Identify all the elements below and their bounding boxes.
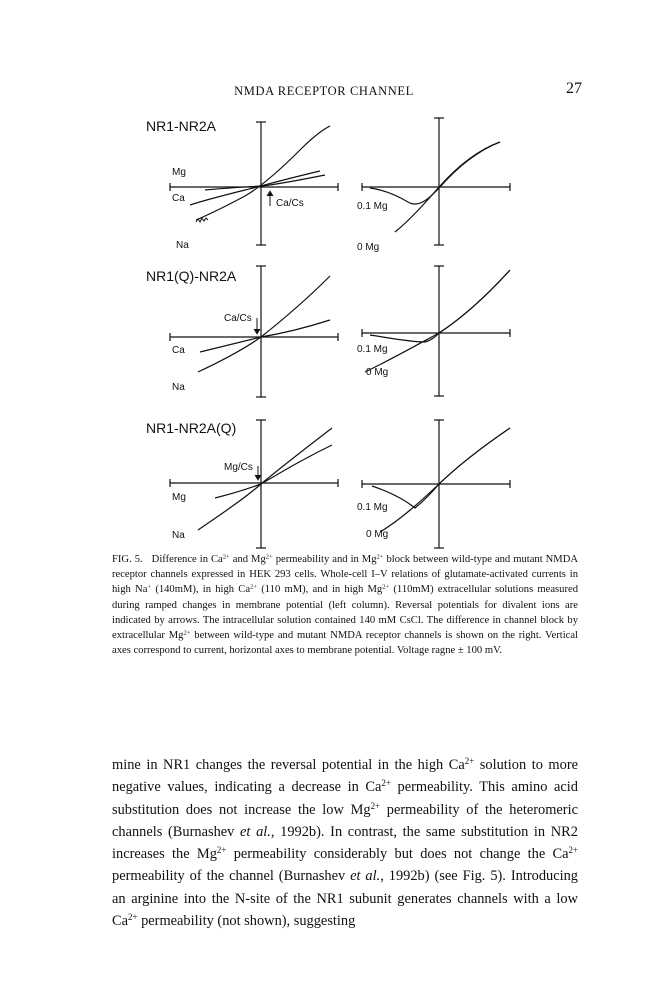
trace-01mg [372,428,510,508]
trace-na [198,428,332,530]
arrowhead [255,475,261,480]
running-header-title: NMDA RECEPTOR CHANNEL [234,84,414,98]
trace-na-noise [196,218,208,222]
row1-title: NR1-NR2A [146,118,217,134]
row1-label-na: Na [176,240,189,251]
row3-label-mg: Mg [172,492,186,503]
row3-label-mg-cs: Mg/Cs [224,462,253,473]
arrowhead [267,191,273,196]
trace-0mg [380,428,510,532]
row3-label-na: Na [172,530,185,541]
trace-na [198,276,330,372]
row3-label-0.1mg: 0.1 Mg [357,502,388,513]
row2-label-na: Na [172,382,185,393]
page-number: 27 [566,80,582,97]
row3-title: NR1-NR2A(Q) [146,420,237,436]
row2-label-0mg: 0 Mg [366,367,389,378]
row1-label-ca-cs: Ca/Cs [276,198,304,209]
trace-ca [200,320,330,352]
row1-label-mg: Mg [172,167,186,178]
trace-01mg [370,142,500,204]
row2-label-ca-cs: Ca/Cs [224,313,252,324]
row1-label-ca: Ca [172,193,185,204]
row3-label-0mg: 0 Mg [366,529,389,540]
row1-label-0mg: 0 Mg [357,242,380,253]
trace-01mg [370,270,510,342]
arrowhead [254,329,260,334]
row1-label-0.1mg: 0.1 Mg [357,201,388,212]
body-paragraph: mine in NR1 changes the reversal potential in the high $Ca^{2+}$ solution to more negative values, indicating a decrease in $Ca^{2+}$ permeability. This amino acid substitution does not increase the low $Mg^{2+}$ permeability of the heteromeric channels (Burnashev et al., 1992b). In contrast, the same substitution in NR2 increases the $Mg^{2+}$ permeability considerably but does not change the $Ca^{2+}$ permeability of the channel (Burnashev et al., 1992b) (see Fig. 5). Introducing an arginine into the N-site of the NR1 subunit generates channels with a low $Ca^{2+}$ permeability (not shown), suggesting [112,756,578,930]
row2-label-0.1mg: 0.1 Mg [357,344,388,355]
figure-caption: FIG. 5. Difference in $Ca^{2+}$ and $Mg^{2+}$ permeability and in $Mg^{2+}$ block between wild-type and mutant NMDA receptor channels expressed in HEK 293 cells. Whole-cell I–V relations of glutamate-activated currents in high Na+ (140mM), in high $Ca^{2+}$ (110 mM), and in high $Mg^{2+}$ (110mM) extracellular solutions measured during ramped changes in membrane potential (left column). Reversal potentials for divalent ions are indicated by arrows. The intracellular solution contained 140 mM CsCl. The difference in channel block by extracellular $Mg^{2+}$ between wild-type and mutant NMDA receptor channels is shown on the right. Vertical axes correspond to current, horizontal axes to membrane potential. Voltage ragne ± 100 mV. [112,553,579,657]
row2-title: NR1(Q)-NR2A [146,268,237,284]
row2-label-ca: Ca [172,345,185,356]
trace-0mg [365,270,510,372]
caption-label: FIG. 5. [112,554,143,565]
